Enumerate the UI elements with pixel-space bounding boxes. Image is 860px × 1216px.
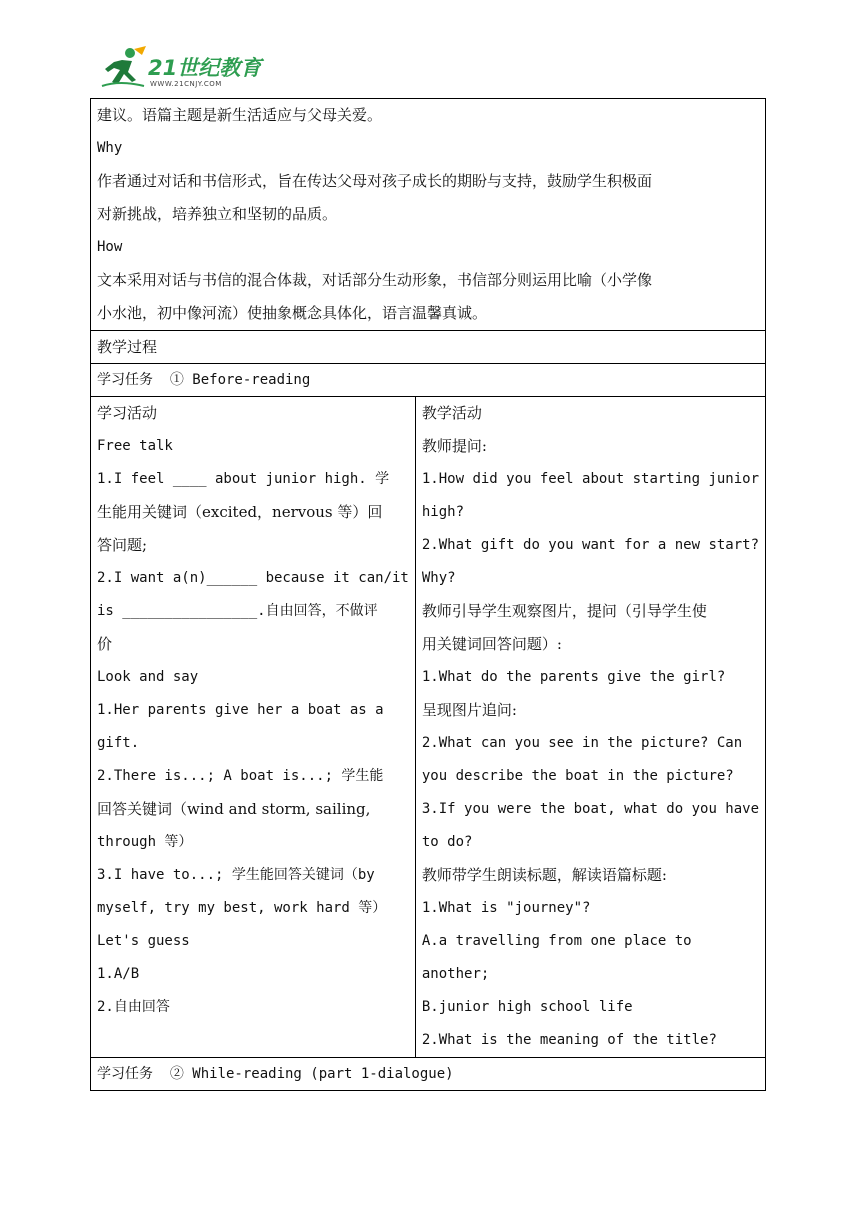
intro-cell — [91, 99, 766, 331]
task1-row — [91, 364, 766, 397]
text-line: 价 — [97, 635, 113, 653]
task1-title: 学习任务 ① Before-reading — [97, 372, 311, 388]
activity-row — [91, 397, 766, 1058]
text-line: 1.A/B — [97, 966, 140, 982]
task2-title: 学习任务 ② While-reading (part 1-dialogue) — [97, 1066, 454, 1082]
text-line: Why? — [421, 570, 456, 586]
task2-row — [91, 1058, 766, 1091]
text-line: Look and say — [97, 669, 199, 685]
text-line: Let's guess — [97, 933, 190, 949]
teacher-activity-cell — [415, 397, 765, 1058]
text-line: high? — [421, 504, 465, 520]
teacher-activity-text — [422, 397, 759, 1057]
text-line: A.a travelling from one place to — [421, 933, 692, 949]
text-line: 1.How did you feel about starting junior — [421, 471, 760, 487]
text-line: Free talk — [97, 438, 173, 454]
text-line: 教师引导学生观察图片，提问（引导学生使 — [421, 602, 707, 620]
runner-logo-icon — [100, 46, 148, 90]
text-line: 1.What do the parents give the girl? — [421, 669, 726, 685]
text-line: through 等） — [97, 834, 193, 850]
text-line: 答问题; — [97, 536, 148, 554]
text-line: 2.I want a(n)______ because it can/it — [97, 570, 409, 586]
text-line: another; — [421, 966, 490, 982]
text-line: 建议。语篇主题是新生活适应与父母关爱。 — [97, 106, 383, 124]
text-line: 文本采用对话与书信的混合体裁，对话部分生动形象，书信部分则运用比喻（小学像 — [97, 271, 653, 289]
text-line: myself, try my best, work hard 等） — [97, 900, 387, 916]
process-row — [91, 331, 766, 364]
text-line: 用关键词回答问题）: — [421, 635, 562, 653]
logo — [100, 42, 270, 94]
text-line: gift. — [97, 735, 140, 751]
lesson-table — [90, 98, 766, 1091]
text-line: 2.What is the meaning of the title? — [421, 1032, 717, 1048]
intro-row — [91, 99, 766, 331]
brand-url: WWW.21CNJY.COM — [150, 80, 222, 88]
text-line: 回答关键词（wind and storm, sailing, — [97, 800, 371, 818]
text-line: 对新挑战，培养独立和坚韧的品质。 — [97, 205, 338, 223]
process-title: 教学过程 — [97, 338, 158, 356]
text-line: 3.If you were the boat, what do you have — [421, 801, 760, 817]
text-line: 教学活动 — [421, 404, 482, 422]
text-line: 3.I have to...; 学生能回答关键词（by — [97, 867, 375, 883]
text-line: you describe the boat in the picture? — [421, 768, 734, 784]
student-activity-cell — [91, 397, 416, 1058]
student-activity-text — [97, 397, 409, 1024]
text-line: 教师提问: — [421, 437, 487, 455]
text-line: 2.There is...; A boat is...; 学生能 — [97, 768, 384, 784]
text-line: How — [97, 239, 123, 255]
text-line: 2.自由回答 — [97, 999, 170, 1015]
text-line: is ________________.自由回答，不做评 — [97, 603, 378, 619]
text-line: Why — [97, 140, 123, 156]
text-line: 学习活动 — [97, 404, 158, 422]
text-line: 1.What is "journey"? — [421, 900, 591, 916]
text-line: 2.What can you see in the picture? Can — [421, 735, 743, 751]
text-line: 小水池，初中像河流）使抽象概念具体化，语言温馨真诚。 — [97, 304, 488, 322]
text-line: B.junior high school life — [421, 999, 633, 1015]
text-line: 1.Her parents give her a boat as a — [97, 702, 384, 718]
text-line: to do? — [421, 834, 473, 850]
brand-name: 21世纪教育 — [148, 56, 262, 80]
text-line: 呈现图片追问: — [421, 701, 517, 719]
text-line: 2.What gift do you want for a new start? — [421, 537, 760, 553]
text-line: 1.I feel ____ about junior high. 学 — [97, 471, 390, 487]
text-line: 教师带学生朗读标题，解读语篇标题: — [421, 866, 667, 884]
intro-text — [97, 99, 759, 330]
text-line: 生能用关键词（excited，nervous 等）回 — [97, 503, 383, 521]
text-line: 作者通过对话和书信形式，旨在传达父母对孩子成长的期盼与支持，鼓励学生积极面 — [97, 172, 653, 190]
